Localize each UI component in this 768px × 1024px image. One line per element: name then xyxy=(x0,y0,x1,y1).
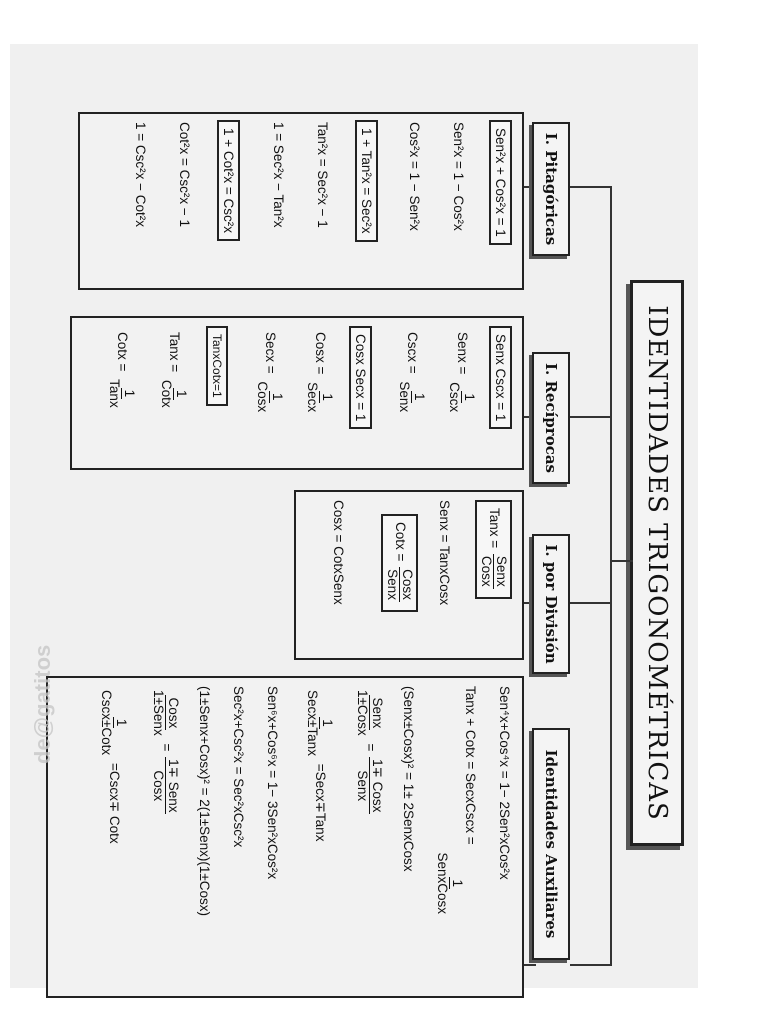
numerator: Cosx xyxy=(400,569,415,600)
formula-auxiliares-3: (Senx±Cosx)² = 1± 2SenxCosx xyxy=(401,686,416,872)
formula-pitagoricas-3: Cos²x = 1 − Sen²x xyxy=(407,122,422,231)
formula-pitagoricas-6: 1 = Sec²x − Tan²x xyxy=(271,122,286,228)
formula-auxiliares-2 xyxy=(435,686,478,918)
panel-reciprocas xyxy=(70,316,524,470)
formula-lhs: Cotx = xyxy=(114,332,130,372)
fraction xyxy=(305,380,334,414)
fraction xyxy=(355,688,384,738)
formula-auxiliares-10 xyxy=(99,686,128,844)
fraction xyxy=(305,688,334,758)
fraction xyxy=(151,757,180,814)
fraction xyxy=(355,757,384,814)
formula-pitagoricas-8: Cot²x = Csc²x − 1 xyxy=(177,122,192,228)
numerator: 1∓ Senx xyxy=(166,759,181,813)
concept-map xyxy=(36,94,696,1014)
fraction xyxy=(385,567,414,602)
numerator: Senx xyxy=(494,555,509,587)
formula-auxiliares-7: Sec²x+Csc²x = Sec²xCsc²x xyxy=(231,686,246,848)
numerator: 1 xyxy=(174,390,189,398)
denominator: Cscx±Cotx xyxy=(98,690,114,756)
fraction xyxy=(159,378,188,410)
panel-pitagoricas xyxy=(78,112,524,290)
formula-auxiliares-8: (1±Senx+Cosx)² = 2(1±Senx)(1±Cosx) xyxy=(197,686,212,917)
formula-rhs: =Secx∓Tanx xyxy=(312,763,328,842)
formula-auxiliares-1: Sen⁴x+Cos⁴x = 1− 2Sen²xCos²x xyxy=(497,686,512,880)
formula-auxiliares-6: Sen⁶x+Cos⁶x = 1− 3Sen²xCos²x xyxy=(265,686,280,880)
formula-lhs: Tanx = xyxy=(486,508,502,549)
fraction xyxy=(397,379,426,414)
fraction xyxy=(255,379,284,414)
formula-auxiliares-4 xyxy=(355,686,384,816)
fraction xyxy=(151,688,180,738)
denominator: Tanx xyxy=(106,379,122,408)
denominator: Cosx xyxy=(254,381,270,413)
connector-horizontal xyxy=(610,186,612,964)
denominator: Senx xyxy=(396,381,412,413)
formula-auxiliares-9 xyxy=(151,686,180,816)
fraction xyxy=(479,554,508,589)
denominator: Secx±Tanx xyxy=(304,690,320,756)
denominator: Cosx xyxy=(150,770,166,802)
section-label-division: I. por División xyxy=(542,544,560,664)
formula-lhs: Senx = xyxy=(454,332,470,375)
formula-lhs: Cscx = xyxy=(404,332,420,374)
connector-auxiliares xyxy=(570,964,612,966)
denominator: Senx xyxy=(384,569,400,600)
formula-pitagoricas-2: Sen²x = 1 − Cos²x xyxy=(451,122,466,231)
equals-sign: = xyxy=(362,743,378,752)
fraction xyxy=(99,688,128,757)
connector-pitagoricas xyxy=(570,186,612,188)
numerator: 1 xyxy=(450,879,465,887)
numerator: 1 xyxy=(114,718,129,727)
formula-pitagoricas-5: Tan²x = Sec²x − 1 xyxy=(315,122,330,228)
denominator: Cscx xyxy=(446,382,462,413)
formula-reciprocas-3 xyxy=(397,332,426,416)
numerator: 1 xyxy=(320,719,335,727)
denominator: Senx xyxy=(354,770,370,802)
equals-sign: = xyxy=(158,743,174,752)
section-label-reciprocas: I. Recíprocas xyxy=(542,363,560,473)
numerator: Cosx xyxy=(166,697,181,729)
formula-auxiliares-5 xyxy=(305,686,334,841)
formula-lhs: Secx = xyxy=(262,332,278,374)
formula-reciprocas-5 xyxy=(305,332,334,416)
formula-reciprocas-2 xyxy=(447,332,476,416)
numerator: 1 xyxy=(122,389,137,398)
formula-reciprocas-4: Cosx Secx = 1 xyxy=(349,326,372,429)
formula-rhs: =Cscx∓ Cotx xyxy=(106,762,122,844)
formula-lhs: Tanx = xyxy=(166,332,182,373)
formula-lhs: Cosx = xyxy=(312,332,328,375)
formula-reciprocas-6 xyxy=(255,332,284,416)
fraction xyxy=(447,380,476,414)
connector-division xyxy=(570,602,612,604)
numerator: 1 xyxy=(462,393,477,401)
section-label-auxiliares: Identidades Auxiliares xyxy=(542,749,560,939)
numerator: Senx xyxy=(370,697,385,729)
formula-pitagoricas-1: Sen²x + Cos²x = 1 xyxy=(489,120,512,245)
denominator: 1±Senx xyxy=(150,690,166,736)
formula-reciprocas-7: TanxCotx=1 xyxy=(206,326,228,406)
title-box xyxy=(630,280,684,846)
connector-trunk xyxy=(611,560,633,562)
numerator: 1 xyxy=(270,393,285,401)
numerator: 1 xyxy=(320,393,335,401)
denominator: Secx xyxy=(304,382,320,413)
formula-division-2: Senx = TanxCosx xyxy=(437,500,452,606)
denominator: Cotx xyxy=(158,379,174,408)
fraction xyxy=(435,850,464,916)
page-title: IDENTIDADES TRIGONOMÉTRICAS xyxy=(642,305,672,821)
document-sheet xyxy=(10,44,698,988)
section-header-auxiliares xyxy=(532,728,570,960)
formula-lhs: Cotx = xyxy=(392,522,408,562)
formula-division-3 xyxy=(381,514,418,612)
section-label-pitagoricas: I. Pitagóricas xyxy=(542,132,560,246)
formula-reciprocas-9 xyxy=(107,332,136,412)
numerator: 1 xyxy=(412,393,427,401)
formula-reciprocas-1: Senx Cscx = 1 xyxy=(489,326,512,429)
section-header-division xyxy=(532,534,570,674)
watermark: de@gatitos xyxy=(30,644,55,764)
formula-division-4: Cosx = CotxSenx xyxy=(331,500,346,605)
formula-pitagoricas-4: 1 + Tan²x = Sec²x xyxy=(355,120,378,242)
formula-pitagoricas-9: 1 = Csc²x − Cot²x xyxy=(133,122,148,228)
connector-reciprocas xyxy=(570,416,612,418)
numerator: 1∓ Cosx xyxy=(370,759,385,813)
panel-auxiliares xyxy=(46,676,524,998)
denominator: 1±Cosx xyxy=(354,690,370,736)
fraction xyxy=(107,377,136,410)
formula-division-1 xyxy=(475,500,512,599)
connector-auxiliares-panel xyxy=(524,964,536,966)
formula-pitagoricas-7: 1 + Cot²x = Csc²x xyxy=(217,120,240,241)
denominator: Cosx xyxy=(478,555,494,587)
section-header-pitagoricas xyxy=(532,122,570,256)
panel-division xyxy=(294,490,524,660)
denominator: SenxCosx xyxy=(434,852,450,914)
section-header-reciprocas xyxy=(532,352,570,484)
formula-reciprocas-8 xyxy=(159,332,188,412)
formula-lhs: Tanx + Cotx = SecxCscx = xyxy=(463,686,478,845)
